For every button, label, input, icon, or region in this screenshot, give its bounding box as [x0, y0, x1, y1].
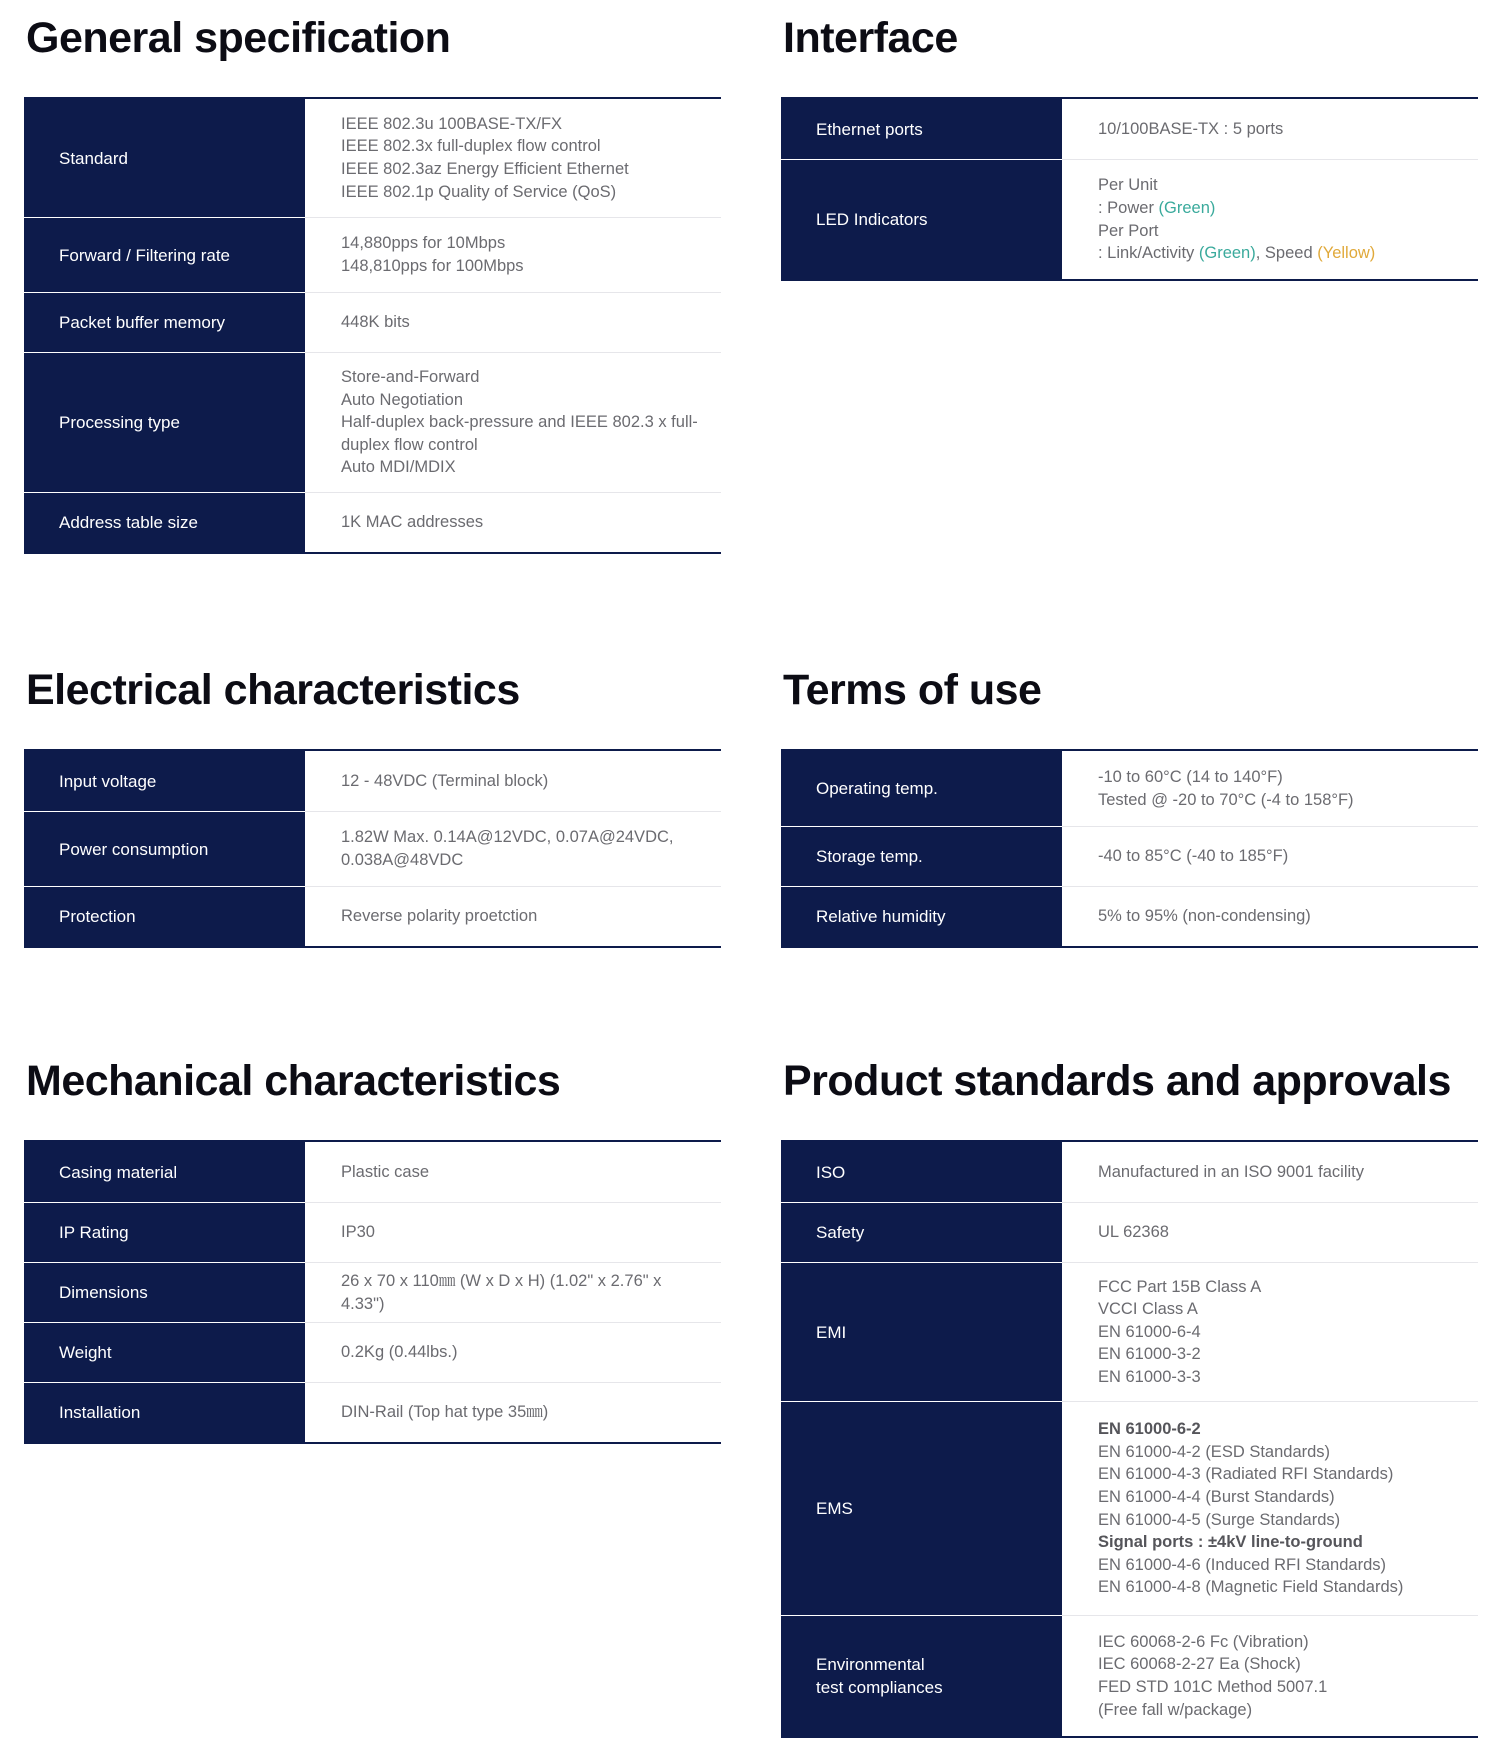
row-value: 10/100BASE-TX : 5 ports [1098, 119, 1284, 138]
table-row [24, 811, 721, 886]
row-label: Installation [59, 1403, 141, 1422]
row-value: FCC Part 15B Class A VCCI Class A EN 61000-6-4 EN 61000-3-2 EN 61000-3-3 [1062, 1262, 1478, 1401]
row-value: -40 to 85°C (-40 to 185°F) [1062, 826, 1478, 886]
row-label: Input voltage [59, 771, 157, 791]
row-value: -10 to 60°C (14 to 140°F) Tested @ -20 to 70°C (-4 to 158°F) [1098, 767, 1354, 809]
row-label: Storage temp. [816, 847, 923, 866]
row-value: 1K MAC addresses [305, 492, 721, 552]
row-value: 5% to 95% (non-condensing) [1062, 886, 1478, 946]
mechanical-spec-table [24, 1140, 721, 1444]
table-row [781, 1262, 1478, 1401]
row-label: Processing type [59, 413, 180, 432]
table-row [24, 1202, 721, 1262]
table-row [24, 1142, 721, 1202]
row-label: EMI [816, 1322, 847, 1342]
row-value: 1.82W Max. 0.14A@12VDC, 0.07A@24VDC, 0.038A@48VDC [305, 811, 721, 886]
row-value: DIN-Rail (Top hat type 35㎜) [305, 1382, 721, 1442]
table-row [24, 99, 721, 217]
row-label: EMS [816, 1499, 853, 1518]
section-title: Interface [783, 14, 958, 62]
row-label: LED Indicators [816, 210, 928, 229]
row-label: Standard [59, 148, 128, 168]
row-value: 12 - 48VDC (Terminal block) [341, 771, 549, 790]
row-value: Plastic case [341, 1162, 430, 1181]
row-label: Forward / Filtering rate [59, 245, 230, 265]
row-label: Operating temp. [816, 779, 938, 798]
table-row [781, 1142, 1478, 1202]
row-value: Per Unit : Power (Green) Per Port : Link/Activity (Green), Speed (Yellow) [1062, 159, 1478, 279]
section-title: Terms of use [783, 666, 1042, 714]
row-value: IEC 60068-2-6 Fc (Vibration) IEC 60068-2-27 Ea (Shock) FED STD 101C Method 5007.1 (Free fall w/package) [1062, 1615, 1478, 1736]
table-row [24, 292, 721, 352]
row-value: Store-and-Forward Auto Negotiation Half-duplex back-pressure and IEEE 802.3 x full- duplex flow control Auto MDI/MDIX [305, 352, 721, 492]
table-row [781, 159, 1478, 279]
section-title: Electrical characteristics [26, 666, 520, 714]
row-label: Address table size [59, 513, 198, 532]
interface-spec-table [781, 97, 1478, 281]
row-label: Ethernet ports [816, 119, 923, 139]
row-value: UL 62368 [1062, 1202, 1478, 1262]
row-label: Weight [59, 1343, 112, 1362]
row-label: Casing material [59, 1162, 178, 1182]
table-row [24, 1262, 721, 1322]
table-row [781, 1202, 1478, 1262]
row-value: 0.2Kg (0.44lbs.) [305, 1322, 721, 1382]
yellow-indicator-text: (Yellow) [1317, 244, 1376, 263]
table-row [781, 751, 1478, 826]
green-indicator-text: (Green) [1158, 198, 1216, 217]
section-title: Product standards and approvals [783, 1057, 1451, 1105]
row-value: 26 x 70 x 110㎜ (W x D x H) (1.02" x 2.76" x 4.33") [305, 1262, 721, 1322]
green-indicator-text: (Green) [1198, 244, 1256, 263]
table-row [781, 1615, 1478, 1736]
row-label: Dimensions [59, 1283, 148, 1302]
table-row [24, 886, 721, 946]
row-value: 448K bits [305, 292, 721, 352]
electrical-spec-table [24, 749, 721, 948]
table-row [781, 886, 1478, 946]
table-row [24, 217, 721, 292]
row-label: Protection [59, 907, 136, 926]
table-row [24, 1322, 721, 1382]
standards-spec-table [781, 1140, 1478, 1738]
row-value: Manufactured in an ISO 9001 facility [1098, 1162, 1364, 1181]
table-row [781, 826, 1478, 886]
row-label: Relative humidity [816, 907, 946, 926]
section-title: General specification [26, 14, 451, 62]
table-row [781, 1401, 1478, 1615]
row-value: IP30 [305, 1202, 721, 1262]
table-row [24, 1382, 721, 1442]
row-value: 14,880pps for 10Mbps 148,810pps for 100Mbps [305, 217, 721, 292]
row-value: Reverse polarity proetction [305, 886, 721, 946]
table-row [24, 751, 721, 811]
table-row [781, 99, 1478, 159]
section-title: Mechanical characteristics [26, 1057, 561, 1105]
row-label: ISO [816, 1162, 846, 1182]
table-row [24, 492, 721, 552]
row-label: IP Rating [59, 1223, 129, 1242]
table-row [24, 352, 721, 492]
general-spec-table [24, 97, 721, 554]
row-label: Environmental test compliances [816, 1655, 943, 1697]
row-value: EN 61000-6-2 EN 61000-4-2 (ESD Standards) EN 61000-4-3 (Radiated RFI Standards) EN 61000-4-4 (Burst Standards) EN 61000-4-5 (Surge Standards) Signal ports : ±4kV line-to-ground EN 61000-4-6 (Induced RFI Standards) EN 61000-4-8 (Magnetic Field Standards) [1062, 1401, 1478, 1615]
row-label: Packet buffer memory [59, 313, 225, 332]
row-label: Power consumption [59, 839, 209, 859]
terms-spec-table [781, 749, 1478, 948]
row-label: Safety [816, 1223, 865, 1242]
row-value: IEEE 802.3u 100BASE-TX/FX IEEE 802.3x full-duplex flow control IEEE 802.3az Energy Efficient Ethernet IEEE 802.1p Quality of Service (QoS) [341, 114, 629, 201]
